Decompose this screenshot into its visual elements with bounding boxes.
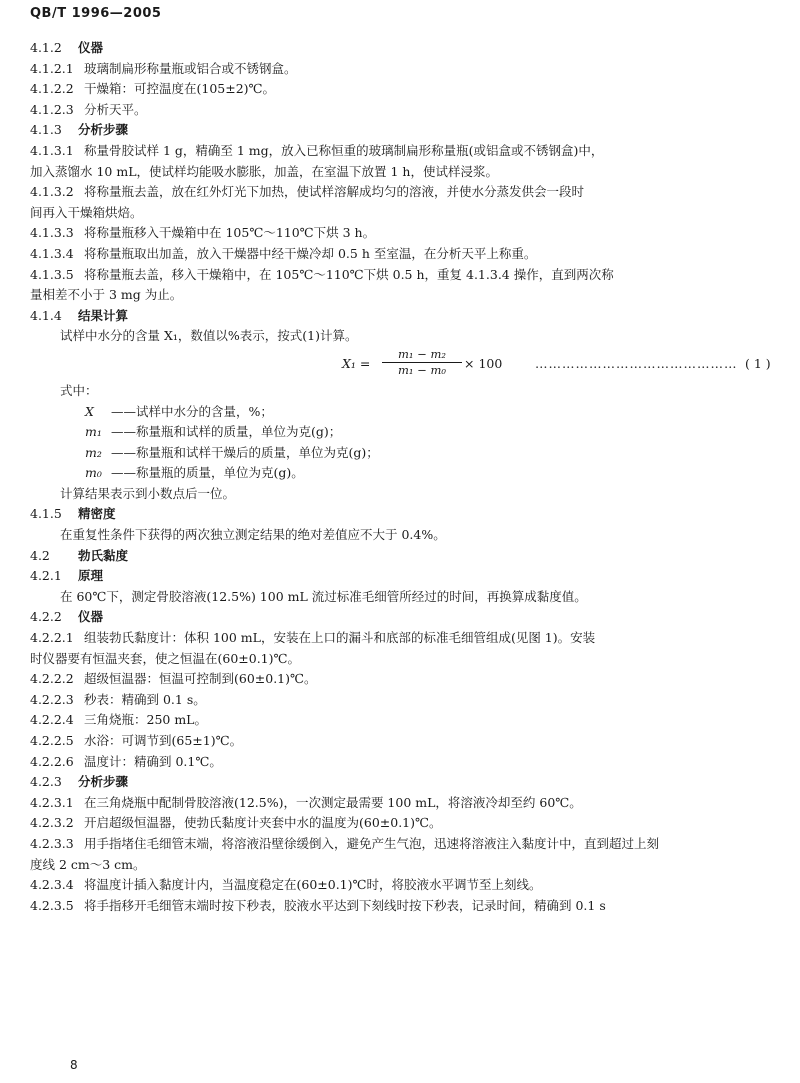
clause-text: 称量骨胶试样 1 g，精确至 1 mg，放入已称恒重的玻璃制扁形称量瓶(或铝盒或不锈钢盒)中，	[84, 142, 604, 158]
clause-continuation: 时仪器要有恒温夹套，使之恒温在(60±0.1)℃。	[30, 650, 300, 666]
clause-text: 将手指移开毛细管末端时按下秒表，胶液水平达到下刻线时按下秒表，记录时间，精确到 0.1 s	[84, 897, 606, 913]
section-4-1-block	[30, 38, 775, 347]
variable-dash: ——	[111, 465, 136, 481]
section-number: 4.2.3	[30, 774, 62, 790]
formula-lhs: X₁ =	[342, 355, 371, 371]
formula-times: × 100	[464, 355, 503, 371]
variable-description: 称量瓶和试样的质量，单位为克(g)；	[136, 424, 342, 440]
clause-continuation: 量相差不小于 3 mg 为止。	[30, 287, 183, 303]
variable-dash: ——	[111, 424, 136, 440]
clause-text: 将称量瓶取出加盖，放入干燥器中经干燥冷却 0.5 h 至室温，在分析天平上称重。	[84, 245, 537, 261]
paragraph-text: 计算结果表示到小数点后一位。	[60, 485, 236, 501]
clause-number: 4.1.3.1	[30, 142, 74, 158]
section-heading	[30, 306, 775, 327]
section-number: 4.1.3	[30, 122, 62, 138]
clause-item	[30, 628, 775, 649]
variable-dash: ——	[111, 444, 136, 460]
formula-number: ( 1 )	[745, 355, 771, 371]
clause-text: 秒表：精确到 0.1 s。	[84, 691, 206, 707]
where-label: 式中：	[60, 382, 98, 398]
clause-text: 三角烧瓶：250 mL。	[84, 712, 207, 728]
clause-text: 干燥箱：可控温度在(105±2)℃。	[84, 81, 276, 97]
standard-header: QB/T 1996—2005	[30, 6, 162, 21]
clause-text: 超级恒温器：恒温可控制到(60±0.1)℃。	[84, 671, 317, 687]
clause-item	[30, 813, 775, 834]
clause-number: 4.1.3.4	[30, 245, 74, 261]
clause-continuation: 加入蒸馏水 10 mL，使试样均能吸水膨胀，加盖，在室温下放置 1 h，使试样浸浆。	[30, 163, 498, 179]
clause-item	[30, 79, 775, 100]
variable-dash: ——	[111, 403, 136, 419]
clause-item	[30, 752, 775, 773]
variable-symbol: X	[85, 403, 94, 419]
clause-text: 将称量瓶去盖，移入干燥箱中，在 105℃～110℃下烘 0.5 h，重复 4.1.3.4 操作，直到两次称	[84, 266, 614, 282]
clause-item	[30, 265, 775, 286]
section-title: 勃氏黏度	[78, 547, 129, 563]
clause-text: 组装勃氏黏度计：体积 100 mL，安装在上口的漏斗和底部的标准毛细管组成(见图 1)。安装	[84, 630, 596, 646]
variable-definition	[30, 422, 775, 443]
clause-number: 4.1.2.3	[30, 101, 74, 117]
clause-item	[30, 793, 775, 814]
clause-number: 4.2.2.5	[30, 733, 74, 748]
clause-number: 4.2.3.5	[30, 897, 74, 913]
clause-number: 4.2.3.1	[30, 794, 74, 810]
clause-text: 温度计：精确到 0.1℃。	[84, 753, 222, 769]
formula-denominator: m₁ − m₀	[398, 362, 446, 377]
variable-symbol: m₂	[85, 444, 102, 460]
variable-definition	[30, 402, 775, 423]
variable-definition	[30, 463, 775, 484]
section-heading	[30, 566, 775, 587]
clause-text: 将温度计插入黏度计内，当温度稳定在(60±0.1)℃时，将胶液水平调节至上刻线。	[84, 877, 542, 893]
variable-description: 试样中水分的含量，%；	[136, 403, 273, 419]
clause-item	[30, 896, 775, 917]
section-title: 精密度	[78, 506, 116, 522]
page-number: 8	[70, 1058, 78, 1072]
clause-item	[30, 141, 775, 162]
clause-number: 4.2.3.4	[30, 877, 74, 893]
variable-description: 称量瓶和试样干燥后的质量，单位为克(g)；	[136, 444, 379, 460]
clause-number: 4.2.3.3	[30, 835, 74, 851]
clause-number: 4.1.2.1	[30, 60, 74, 76]
clause-number: 4.1.3.5	[30, 266, 74, 282]
section-heading	[30, 546, 775, 567]
clause-text: 用手指堵住毛细管末端，将溶液沿壁徐缓倒入，避免产生气泡，迅速将溶液注入黏度计中，直到超过上刻	[84, 835, 660, 851]
clause-text: 开启超级恒温器，使勃氏黏度计夹套中水的温度为(60±0.1)℃。	[84, 815, 442, 831]
section-title: 结果计算	[78, 307, 129, 323]
clause-item	[30, 223, 775, 244]
clause-text: 分析天平。	[84, 101, 147, 117]
section-number: 4.2.1	[30, 568, 62, 584]
clause-item	[30, 244, 775, 265]
clause-item	[30, 100, 775, 121]
section-title: 原理	[78, 568, 104, 584]
clause-number: 4.2.2.1	[30, 630, 74, 646]
clause-continuation: 间再入干燥箱烘焙。	[30, 204, 143, 220]
section-heading	[30, 504, 775, 525]
formula-fraction	[382, 347, 462, 377]
clause-item	[30, 669, 775, 690]
formula-leader-dots: ………………………………………	[535, 355, 738, 371]
clause-number: 4.2.2.6	[30, 753, 74, 769]
clause-text: 玻璃制扁形称量瓶或铝合或不锈钢盒。	[84, 60, 297, 76]
clause-item	[30, 690, 775, 711]
section-number: 4.2	[30, 547, 50, 563]
section-title: 仪器	[78, 40, 104, 55]
section-title: 仪器	[78, 609, 104, 625]
clause-number: 4.1.3.3	[30, 225, 74, 241]
clause-continuation: 度线 2 cm～3 cm。	[30, 856, 146, 872]
clause-text: 水浴：可调节到(65±1)℃。	[84, 733, 243, 748]
section-title: 分析步骤	[78, 774, 129, 790]
clause-item	[30, 834, 775, 855]
clause-item	[30, 731, 775, 752]
clause-number: 4.1.2.2	[30, 81, 74, 97]
variable-list	[30, 402, 775, 484]
document-body	[30, 38, 775, 916]
section-4-2-block	[30, 484, 775, 916]
clause-number: 4.2.3.2	[30, 815, 74, 831]
section-number: 4.1.5	[30, 506, 62, 522]
clause-item	[30, 182, 775, 203]
formula-1	[30, 347, 775, 381]
section-number: 4.1.4	[30, 307, 62, 323]
section-title: 分析步骤	[78, 122, 129, 138]
paragraph-text: 试样中水分的含量 X₁，数值以%表示，按式(1)计算。	[60, 328, 358, 344]
section-number: 4.1.2	[30, 40, 62, 55]
clause-number: 4.2.2.2	[30, 671, 74, 687]
paragraph-text: 在 60℃下，测定骨胶溶液(12.5%) 100 mL 流过标准毛细管所经过的时间，再换算成黏度值。	[60, 588, 587, 604]
clause-item	[30, 875, 775, 896]
section-heading	[30, 38, 775, 59]
clause-item	[30, 59, 775, 80]
section-number: 4.2.2	[30, 609, 62, 625]
clause-number: 4.1.3.2	[30, 184, 74, 200]
clause-text: 将称量瓶去盖，放在红外灯光下加热，使试样溶解成均匀的溶液，并使水分蒸发供会一段时	[84, 184, 585, 200]
variable-definition	[30, 443, 775, 464]
variable-description: 称量瓶的质量，单位为克(g)。	[136, 465, 304, 481]
clause-text: 将称量瓶移入干燥箱中在 105℃～110℃下烘 3 h。	[84, 225, 376, 241]
variable-symbol: m₀	[85, 465, 102, 481]
section-heading	[30, 772, 775, 793]
clause-text: 在三角烧瓶中配制骨胶溶液(12.5%)，一次测定最需要 100 mL，将溶液冷却至约 60℃。	[84, 794, 582, 810]
clause-number: 4.2.2.4	[30, 712, 74, 728]
variable-symbol: m₁	[85, 424, 102, 440]
section-heading	[30, 607, 775, 628]
clause-number: 4.2.2.3	[30, 691, 74, 707]
clause-item	[30, 710, 775, 731]
section-heading	[30, 120, 775, 141]
paragraph-text: 在重复性条件下获得的两次独立测定结果的绝对差值应不大于 0.4%。	[60, 527, 446, 543]
formula-numerator: m₁ − m₂	[382, 347, 462, 363]
